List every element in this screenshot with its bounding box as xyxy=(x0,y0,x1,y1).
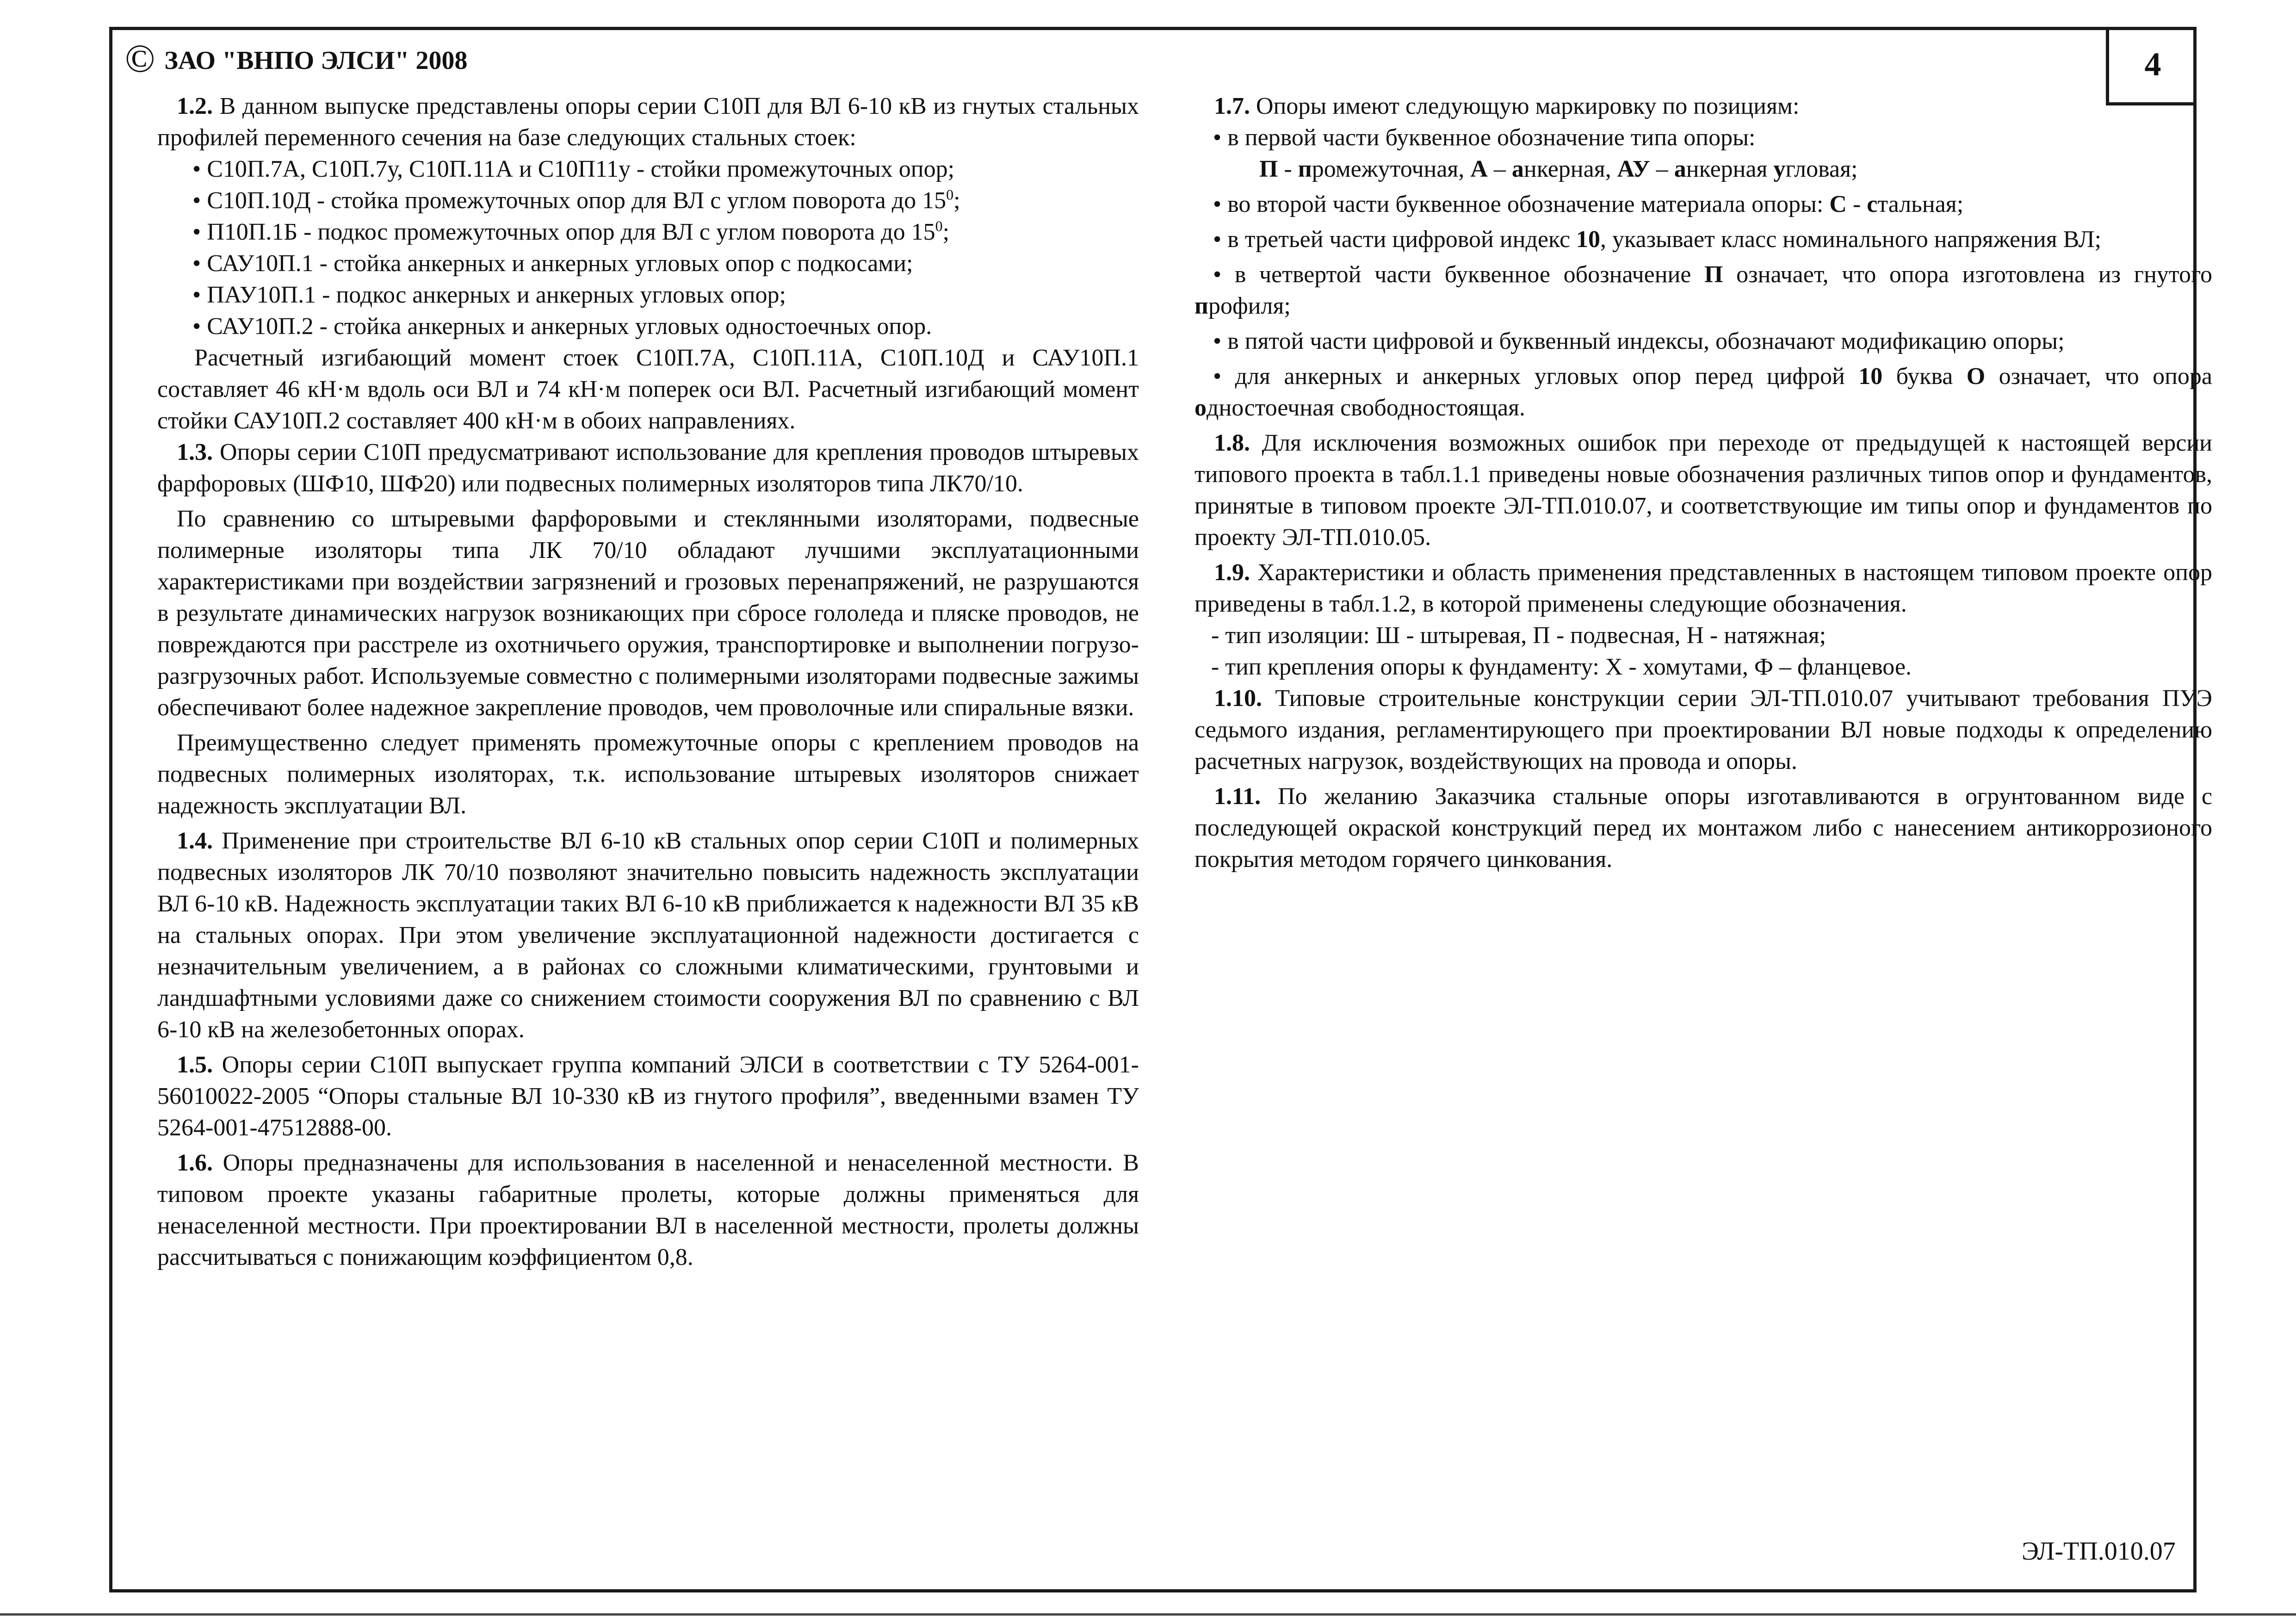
section-1-2 xyxy=(157,91,1139,154)
section-1-8 xyxy=(1194,427,2212,553)
section-text: Применение при строительстве ВЛ 6-10 кВ стальных опор серии С10П и полимерных подвесных изоляторов ЛК 70/10 позволяют значительно повысить надежность эксплуатации ВЛ 6-10 кВ. Надежность эксплуатации таких ВЛ 6-10 кВ приближается к надежности ВЛ 35 кВ на стальных опорах. При этом увеличение эксплуатационной надежности достигается с незначительным увеличением, а в районах со сложными климатическими, грунтовыми и ландшафтными условиями даже со снижением стоимости сооружения ВЛ по сравнению с ВЛ 6-10 кВ на железобетонных опорах. xyxy=(157,828,1139,1043)
notation-item: - тип изоляции: Ш - штыревая, П - подвесная, Н - натяжная; xyxy=(1211,622,1826,649)
section-1-5 xyxy=(157,1049,1139,1144)
marking-types: П - промежуточная, А – анкерная, АУ – анкерная угловая; xyxy=(1259,156,1858,182)
marking-item: • в третьей части цифровой индекс 10, указывает класс номинального напряжения ВЛ; xyxy=(1213,226,2102,253)
section-number: 1.4. xyxy=(177,828,213,854)
list-item: • С10П.10Д - стойка промежуточных опор для ВЛ с углом поворота до $15^0$; xyxy=(192,186,960,214)
section-number: 1.10. xyxy=(1214,685,1262,712)
insulator-comparison-paragraph: По сравнению со штыревыми фарфоровыми и стеклянными изоляторами, подвесные полимерные изоляторы типа ЛК 70/10 обладают лучшими эксплуатационными характеристиками при воздействии загрязнений и грозовых перенапряжений, не разрушаются в результате динамических нагрузок возникающих при сбросе гололеда и пляске проводов, не повреждаются при расстреле из охотничьего оружия, транспортировке и выполнении погрузо-разгрузочных работ. Используемые совместно с полимерными изоляторами подвесные зажимы обеспечивают более надежное закрепление проводов, чем проволочные или спиральные вязки. xyxy=(157,506,1139,721)
marking-item: • в первой части буквенное обозначение типа опоры: xyxy=(1213,124,1756,151)
section-number: 1.6. xyxy=(177,1150,213,1176)
section-1-10 xyxy=(1194,683,2212,777)
section-number: 1.8. xyxy=(1214,430,1250,456)
list-item: • П10П.1Б - подкос промежуточных опор для ВЛ с углом поворота до $15^0$; xyxy=(192,217,950,245)
section-text: Характеристики и область применения представленных в настоящем типовом проекте опор приведены в табл.1.2, в которой применены следующие обозначения. xyxy=(1194,559,2212,617)
document-code: ЭЛ-ТП.010.07 xyxy=(2022,1537,2176,1566)
section-number: 1.9. xyxy=(1214,559,1250,586)
marking-item: • в пятой части цифровой и буквенный индексы, обозначают модификацию опоры; xyxy=(1213,328,2065,354)
moment-paragraph: Расчетный изгибающий момент стоек С10П.7А, С10П.11А, С10П.10Д и САУ10П.1 составляет 46 кН·м вдоль оси ВЛ и 74 кН·м поперек оси ВЛ. Расчетный изгибающий момент стойки САУ10П.2 составляет 400 кН·м в обоих направлениях. xyxy=(157,345,1139,434)
section-text: Для исключения возможных ошибок при переходе от предыдущей к настоящей версии типового проекта в табл.1.1 приведены новые обозначения различных типов опор и фундаментов, принятые в типовом проекте ЭЛ-ТП.010.07, и соответствующие им типы опор и фундаментов по проекту ЭЛ-ТП.010.05. xyxy=(1194,430,2213,551)
section-number: 1.11. xyxy=(1214,783,1261,810)
section-1-9 xyxy=(1194,557,2212,620)
list-item: • САУ10П.1 - стойка анкерных и анкерных угловых опор с подкосами; xyxy=(192,250,913,277)
page-number: 4 xyxy=(2144,46,2161,83)
notation-item: - тип крепления опоры к фундаменту: Х - хомутами, Ф – фланцевое. xyxy=(1211,654,1912,680)
recommendation-paragraph: Преимущественно следует применять промежуточные опоры с креплением проводов на подвесных полимерных изоляторах, т.к. использование штыревых изоляторов снижает надежность эксплуатации ВЛ. xyxy=(157,730,1139,819)
section-1-11 xyxy=(1194,781,2212,875)
section-text: Опоры предназначены для использования в населенной и ненаселенной местности. В типовом проекте указаны габаритные пролеты, которые должны применяться для ненаселенной местности. При проектировании ВЛ в населенной местности, пролеты должны рассчитываться с понижающим коэффициентом 0,8. xyxy=(157,1150,1139,1270)
section-1-3 xyxy=(157,437,1139,500)
section-number: 1.2. xyxy=(177,93,213,119)
left-column xyxy=(157,91,1139,1273)
section-text: Опоры серии С10П выпускает группа компаний ЭЛСИ в соответствии с ТУ 5264-001-56010022-2005 “Опоры стальные ВЛ 10-330 кВ из гнутого профиля”, введенными взамен ТУ 5264-001-47512888-00. xyxy=(157,1052,1139,1141)
section-text: В данном выпуске представлены опоры серии С10П для ВЛ 6-10 кВ из гнутых стальных профилей переменного сечения на базе следующих стальных стоек: xyxy=(157,93,1139,151)
header xyxy=(125,36,468,81)
copyright-icon: © xyxy=(125,36,155,81)
section-number: 1.7. xyxy=(1214,93,1250,119)
section-text: Опоры имеют следующую маркировку по позициям: xyxy=(1256,93,1800,119)
marking-item: • в четвертой части буквенное обозначение П означает, что опора изготовлена из гнутого профиля; xyxy=(1194,261,2212,319)
marking-item: • для анкерных и анкерных угловых опор перед цифрой 10 буква О означает, что опора одностоечная свободностоящая. xyxy=(1194,363,2213,421)
company-name: ЗАО "ВНПО ЭЛСИ" 2008 xyxy=(164,46,468,75)
section-1-7 xyxy=(1194,91,2212,122)
section-number: 1.5. xyxy=(177,1052,213,1078)
right-column xyxy=(1194,91,2212,875)
section-1-4 xyxy=(157,825,1139,1046)
section-text: Опоры серии С10П предусматривают использование для крепления проводов штыревых фарфоровых (ШФ10, ШФ20) или подвесных полимерных изоляторов типа ЛК70/10. xyxy=(157,439,1139,497)
section-text: Типовые строительные конструкции серии ЭЛ-ТП.010.07 учитывают требования ПУЭ седьмого издания, регламентирующего при проектировании ВЛ новые подходы к определению расчетных нагрузок, воздействующих на провода и опоры. xyxy=(1194,685,2212,774)
section-number: 1.3. xyxy=(177,439,213,465)
marking-item: • во второй части буквенное обозначение материала опоры: С - стальная; xyxy=(1213,191,1964,217)
section-1-6 xyxy=(157,1147,1139,1273)
list-item: • С10П.7А, С10П.7у, С10П.11А и С10П11у - стойки промежуточных опор; xyxy=(192,156,955,182)
list-item: • САУ10П.2 - стойка анкерных и анкерных угловых одностоечных опор. xyxy=(192,313,932,340)
list-item: • ПАУ10П.1 - подкос анкерных и анкерных угловых опор; xyxy=(192,282,786,308)
section-text: По желанию Заказчика стальные опоры изготавливаются в огрунтованном виде с последующей окраской конструкций перед их монтажом либо с нанесением антикоррозионого покрытия методом горячего цинкования. xyxy=(1194,783,2213,873)
